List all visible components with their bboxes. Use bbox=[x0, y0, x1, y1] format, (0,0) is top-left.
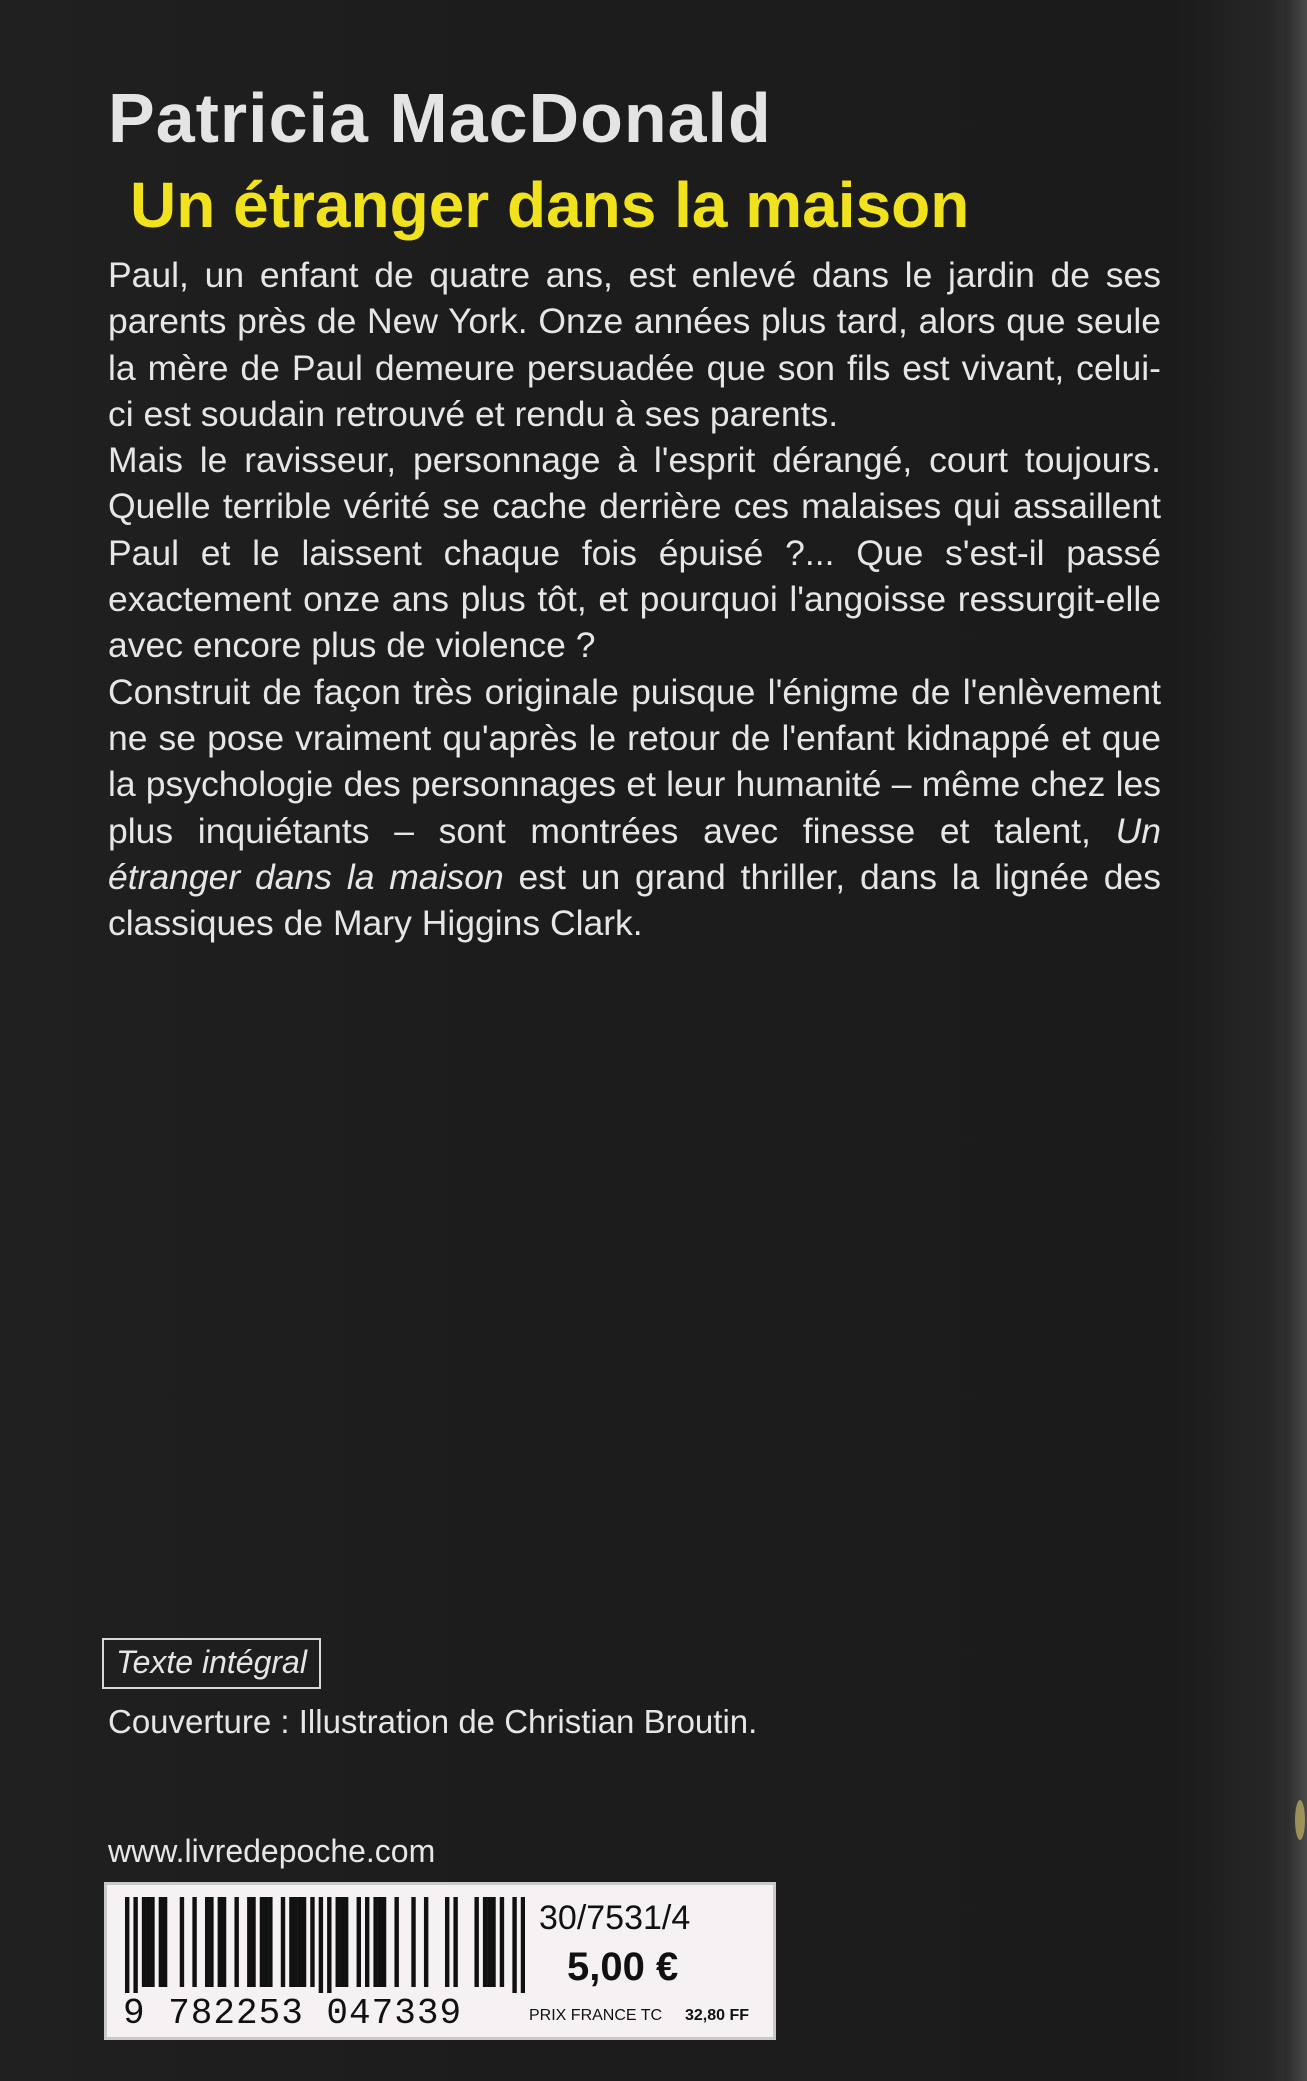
barcode-bar bbox=[327, 1897, 331, 1993]
barcode-bar bbox=[133, 1897, 137, 1993]
barcode-bar bbox=[424, 1897, 428, 1987]
barcode-bar bbox=[159, 1897, 163, 1987]
blurb bbox=[108, 252, 1161, 946]
barcode-bar bbox=[382, 1897, 386, 1987]
blurb-paragraph-1: Paul, un enfant de quatre ans, est enlevé dans le jardin de ses parents près de New York. Onze années plus tard, alors que seule la mère de Paul demeure persuadée que son fils est vivant, celui-ci est soudain retrouvé et rendu à ses parents. bbox=[108, 255, 1161, 434]
barcode-bar bbox=[268, 1897, 272, 1987]
spine-edge bbox=[1285, 0, 1307, 2081]
barcode-bar bbox=[487, 1897, 491, 1987]
barcode-bar bbox=[310, 1897, 314, 1987]
blurb-p3-italic-title: Un étranger dans la maison bbox=[108, 810, 1161, 897]
barcode-bar bbox=[357, 1897, 361, 1987]
price: 5,00 € bbox=[567, 1945, 679, 1989]
barcode-bar bbox=[234, 1897, 238, 1987]
barcode-bar bbox=[344, 1897, 348, 1987]
barcode-bar bbox=[491, 1897, 495, 1987]
barcode-bar bbox=[125, 1897, 129, 1993]
barcode-bar bbox=[500, 1897, 504, 1987]
barcode-bar bbox=[281, 1897, 285, 1987]
barcode-bars bbox=[125, 1897, 525, 1993]
publisher-website: www.livredepoche.com bbox=[108, 1833, 436, 1869]
barcode-bar bbox=[483, 1897, 487, 1987]
barcode-bar bbox=[298, 1897, 302, 1987]
barcode-bar bbox=[260, 1897, 264, 1987]
blurb-paragraph-3 bbox=[108, 669, 1161, 947]
cover-credit: Couverture : Illustration de Christian Broutin. bbox=[108, 1703, 758, 1740]
barcode-bar bbox=[336, 1897, 340, 1987]
barcode-bar bbox=[180, 1897, 184, 1987]
barcode-bar bbox=[512, 1897, 516, 1993]
blurb-p3-start: Construit de façon très originale puisque l'énigme de l'enlèvement ne se pose vraiment qu'après le retour de l'enfant kidnappé et que la psychologie des personnages et leur humanité – même chez les plus inquiétants – sont montrées avec finesse et talent, bbox=[108, 671, 1161, 851]
author-name: Patricia MacDonald bbox=[108, 79, 772, 157]
barcode-bar bbox=[340, 1897, 344, 1987]
barcode-bar bbox=[453, 1897, 457, 1987]
barcode-bar bbox=[289, 1897, 293, 1987]
barcode-bar bbox=[474, 1897, 478, 1987]
price-label: PRIX FRANCE TC bbox=[529, 2007, 663, 2024]
barcode-bar bbox=[319, 1897, 323, 1993]
barcode-bar bbox=[150, 1897, 154, 1987]
blurb-paragraph-2: Mais le ravisseur, personnage à l'esprit dérangé, court toujours. Quelle terrible vérité se cache derrière ces malaises qui assaillent Paul et le laissent chaque fois épuisé ?... Que s'est-il passé exactement onze ans plus tôt, et pourquoi l'angoisse ressurgit-elle avec encore plus de violence ? bbox=[108, 440, 1161, 666]
barcode-bar bbox=[264, 1897, 268, 1987]
barcode-bar bbox=[293, 1897, 297, 1987]
barcode-digits: 9 782253 047339 bbox=[123, 1993, 463, 2034]
barcode-bar bbox=[209, 1897, 213, 1987]
barcode-bar bbox=[394, 1897, 398, 1987]
barcode-bar bbox=[445, 1897, 449, 1987]
catalog-reference: 30/7531/4 bbox=[539, 1899, 691, 1937]
barcode-bar bbox=[411, 1897, 415, 1987]
barcode-bar bbox=[222, 1897, 226, 1987]
barcode-bar bbox=[163, 1897, 167, 1987]
barcode-bar bbox=[247, 1897, 251, 1987]
barcode-bar bbox=[521, 1897, 525, 1993]
barcode-bar bbox=[373, 1897, 377, 1987]
book-title: Un étranger dans la maison bbox=[130, 169, 970, 241]
edge-reflection bbox=[1295, 1800, 1305, 1840]
barcode-bar bbox=[146, 1897, 150, 1987]
barcode-bar bbox=[192, 1897, 196, 1987]
barcode-bar bbox=[365, 1897, 369, 1987]
barcode-bar bbox=[302, 1897, 306, 1987]
barcode-bar bbox=[218, 1897, 222, 1987]
barcode-bar bbox=[251, 1897, 255, 1987]
blurb-p3-end: est un grand thriller, dans la lignée des classiques de Mary Higgins Clark. bbox=[108, 856, 1161, 944]
barcode-label bbox=[104, 1882, 776, 2040]
barcode-bar bbox=[142, 1897, 146, 1987]
barcode-bar bbox=[378, 1897, 382, 1987]
price-francs: 32,80 FF bbox=[685, 2007, 750, 2024]
barcode-bar bbox=[205, 1897, 209, 1987]
edition-note-box: Texte intégral bbox=[102, 1638, 321, 1689]
